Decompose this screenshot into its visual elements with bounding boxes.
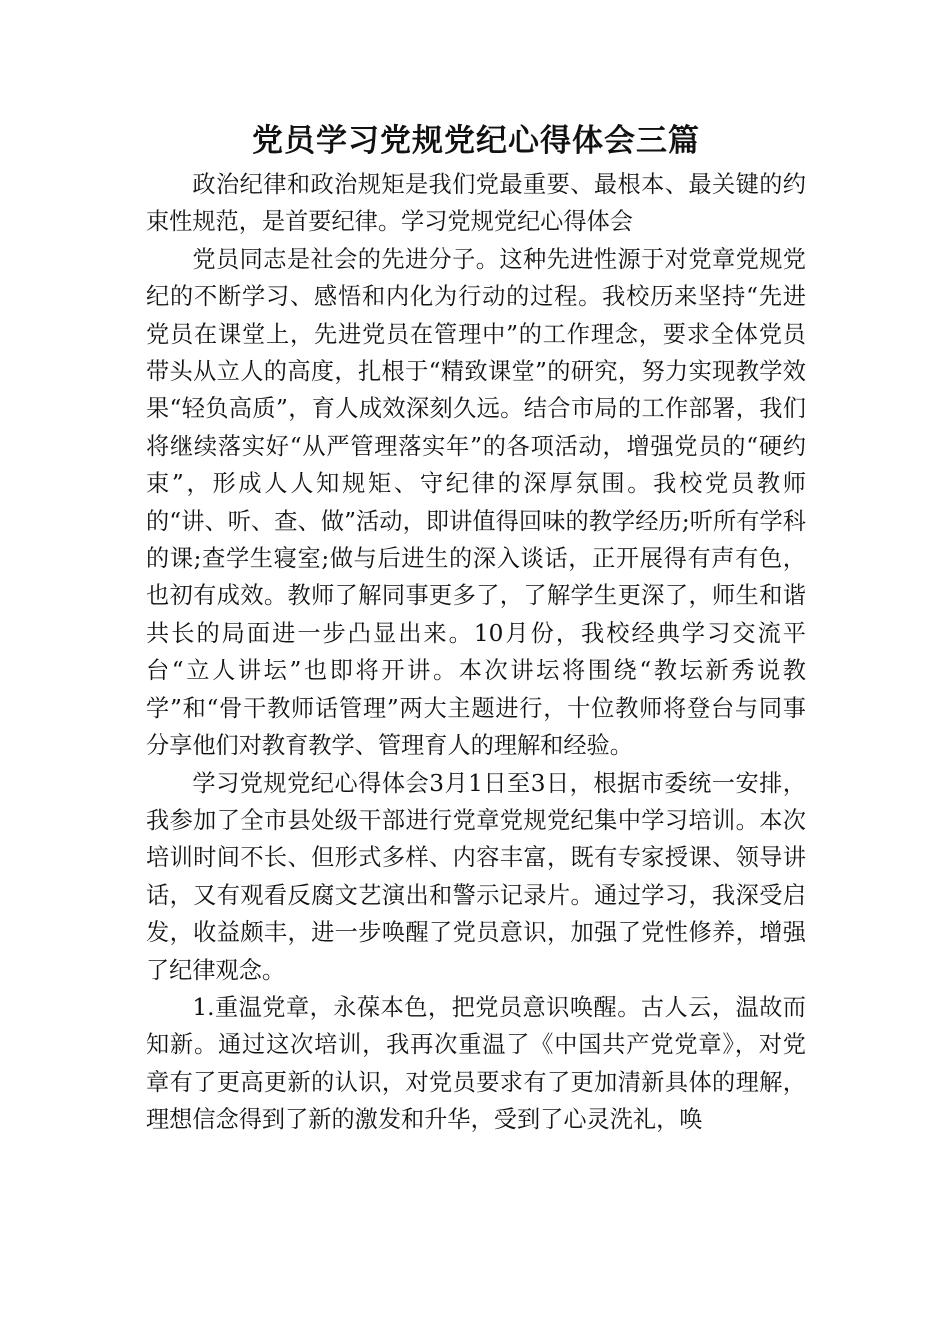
document-body [146, 118, 806, 1139]
paragraph-school-practice: 党员同志是社会的先进分子。这种先进性源于对党章党规党纪的不断学习、感悟和内化为行动的过程。我校历来坚持“先进党员在课堂上，先进党员在管理中”的工作理念，要求全体党员带头从立人的高度，扎根于“精致课堂”的研究，努力实现教学效果“轻负高质”，育人成效深刻久远。结合市局的工作部署，我们将继续落实好“从严管理落实年”的各项活动，增强党员的“硬约束”，形成人人知规矩、守纪律的深厚氛围。我校党员教师的“讲、听、查、做”活动，即讲值得回味的教学经历;听所有学科的课;查学生寝室;做与后进生的深入谈话，正开展得有声有色，也初有成效。教师了解同事更多了，了解学生更深了，师生和谐共长的局面进一步凸显出来。10月份，我校经典学习交流平台“立人讲坛”也即将开讲。本次讲坛将围绕“教坛新秀说教学”和“骨干教师话管理”两大主题进行，十位教师将登台与同事分享他们对教育教学、管理育人的理解和经验。 [146, 245, 806, 760]
document-title: 党员学习党规党纪心得体会三篇 [252, 123, 700, 159]
paragraph-intro: 政治纪律和政治规矩是我们党最重要、最根本、最关键的约束性规范，是首要纪律。学习党规党纪心得体会 [146, 171, 806, 236]
paragraph-point-one: 1.重温党章，永葆本色，把党员意识唤醒。古人云，温故而知新。通过这次培训，我再次重温了《中国共产党党章》，对党章有了更高更新的认识，对党员要求有了更加清新具体的理解，理想信念得到了新的激发和升华，受到了心灵洗礼，唤 [146, 993, 806, 1134]
paragraph-training: 学习党规党纪心得体会3月1日至3日，根据市委统一安排，我参加了全市县处级干部进行党章党规党纪集中学习培训。本次培训时间不长、但形式多样、内容丰富，既有专家授课、领导讲话，又有观看反腐文艺演出和警示记录片。通过学习，我深受启发，收益颇丰，进一步唤醒了党员意识，加强了党性修养，增强了纪律观念。 [146, 769, 806, 984]
